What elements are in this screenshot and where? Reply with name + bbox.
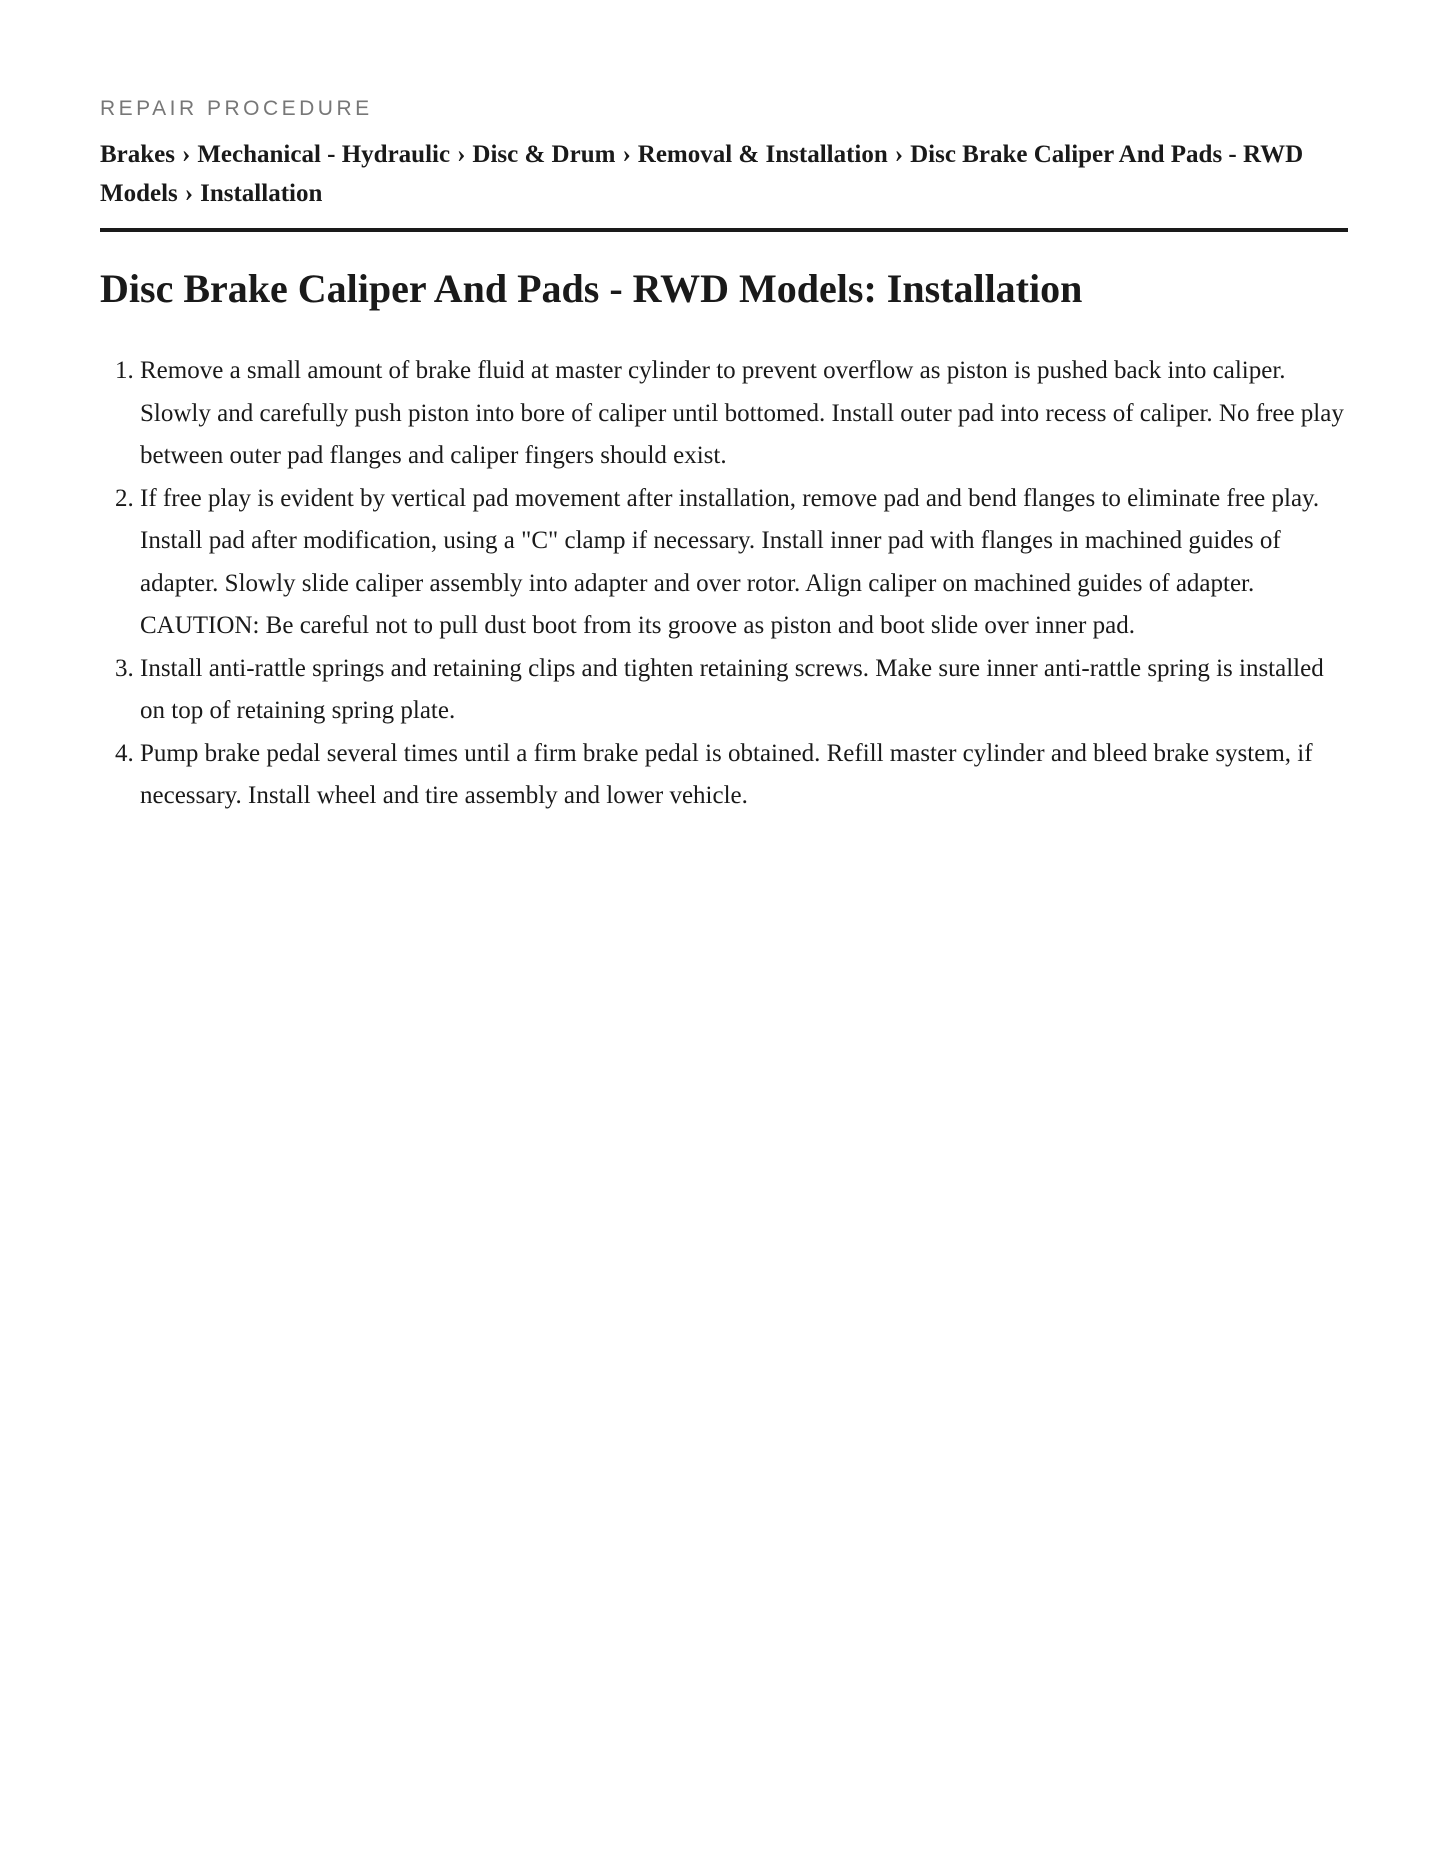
breadcrumb-item-installation: Installation [200, 180, 323, 207]
breadcrumb-separator: › [182, 141, 191, 168]
breadcrumb-item-brakes[interactable]: Brakes [100, 141, 175, 168]
step-text: 2. If free play is evident by vertical pad movement after installation, remove pad and bend flanges to eliminate free play. Install pad after modification, using a "C" clamp if necessary. Install inner pad with flanges in machined guides of adapter. Slowly slide caliper assembly into adapter and over rotor. Align caliper on machined guides of adapter. [140, 484, 1320, 597]
page-title: Disc Brake Caliper And Pads - RWD Models: Installation [100, 266, 1083, 311]
breadcrumb-separator: › [894, 141, 904, 168]
breadcrumb [100, 135, 1348, 232]
section-kicker: REPAIR PROCEDURE [100, 97, 373, 120]
procedure-step-2 [140, 478, 1348, 648]
step-text: 4. Pump brake pedal several times until a firm brake pedal is obtained. Refill master cylinder and bleed brake system, if necessary. Install wheel and tire assembly and lower vehicle. [140, 739, 1313, 809]
breadcrumb-item-mechanical-hydraulic[interactable]: Mechanical - Hydraulic [197, 141, 451, 168]
breadcrumb-item-disc-drum[interactable]: Disc & Drum [472, 141, 616, 168]
procedure-step-1 [140, 350, 1348, 478]
step-text: 1. Remove a small amount of brake fluid at master cylinder to prevent overflow as piston is pushed back into caliper. Slowly and carefully push piston into bore of caliper until bottomed. Install outer pad into recess of caliper. No free play between outer pad flanges and caliper fingers should exist. [140, 357, 1344, 469]
step-text: 3. Install anti-rattle springs and retaining clips and tighten retaining screws. Make sure inner anti-rattle spring is installed on top of retaining spring plate. [140, 654, 1324, 724]
breadcrumb-separator: › [622, 141, 631, 168]
caution-note: CAUTION: Be careful not to pull dust boot from its groove as piston and boot slide over inner pad. [140, 612, 1135, 639]
procedure-step-4 [140, 733, 1348, 818]
procedure-steps [100, 350, 1348, 818]
breadcrumb-item-disc-brake-caliper[interactable]: Disc Brake Caliper And Pads - RWD Models [100, 141, 1304, 207]
breadcrumb-separator: › [184, 180, 194, 207]
breadcrumb-item-removal-installation[interactable]: Removal & Installation [637, 141, 888, 168]
breadcrumb-separator: › [457, 141, 466, 168]
procedure-step-3 [140, 648, 1348, 733]
